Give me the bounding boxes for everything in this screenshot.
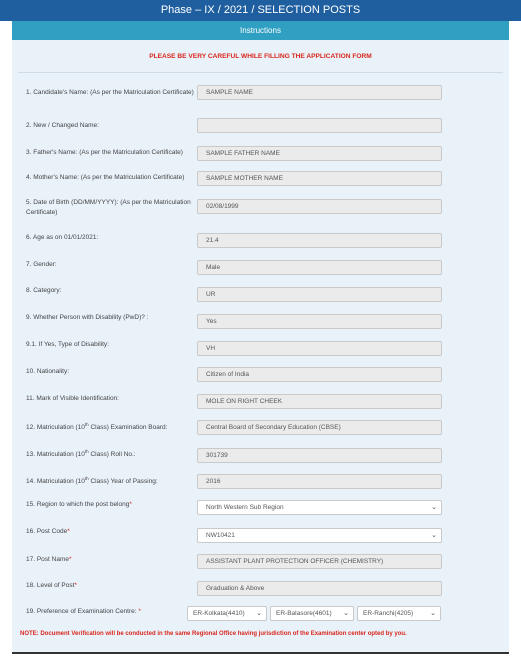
region-select[interactable] [197,500,442,515]
label-sup: th [84,422,89,427]
label-text: 18. Level of Post [26,582,75,589]
label-text: Class) Roll No.: [88,451,136,459]
label-post-level [26,581,196,591]
mother-name-field[interactable]: SAMPLE MOTHER NAME [197,171,442,186]
exam-centre-select-1[interactable] [187,606,267,621]
page-header: Phase – IX / 2021 / SELECTION POSTS [0,0,521,21]
label-year-of-passing [26,474,196,487]
label-post-name [26,555,196,565]
divider [18,72,503,73]
chevron-down-icon: ⌄ [343,610,349,617]
roll-no-field[interactable]: 301739 [197,448,442,463]
father-name-field[interactable]: SAMPLE FATHER NAME [197,146,442,161]
instructions-bar[interactable]: Instructions [12,21,509,40]
label-identification-mark: 11. Mark of Visible Identification: [26,395,119,402]
label-new-name: 2. New / Changed Name: [26,122,99,129]
bottom-divider [12,652,509,654]
verification-note: NOTE: Document Verification will be conducted in the same Regional Office having jurisdiction of the Examination center opted by you. [20,631,407,637]
post-code-selected-value: NW10421 [206,532,235,539]
year-of-passing-field[interactable]: 2016 [197,474,442,489]
label-sup: th [84,476,89,481]
label-text: 16. Post Code [26,528,68,535]
label-pwd: 9. Whether Person with Disability (PwD)? : [26,314,149,321]
label-father-name: 3. Father's Name: (As per the Matriculation Certificate) [26,149,183,156]
nationality-field[interactable]: Citizen of India [197,367,442,382]
required-asterisk: * [129,501,132,508]
label-category: 8. Category: [26,287,62,294]
label-dob: 5. Date of Birth (DD/MM/YYYY): (As per the Matriculation Certificate) [26,199,191,216]
label-text: Class) Year of Passing: [88,478,158,486]
label-exam-centre [26,607,196,617]
label-exam-board [26,420,196,433]
label-text: 15. Region to which the post belong [26,501,130,508]
pwd-field[interactable]: Yes [197,314,442,329]
centre-2-value: ER-Balasore(4601) [276,610,332,617]
label-candidate-name: 1. Candidate's Name: (As per the Matriculation Certificate) [26,89,194,96]
disability-type-field[interactable]: VH [197,341,442,356]
exam-centre-select-3[interactable] [357,606,441,621]
label-text: 14. Matriculation (10 [26,478,85,486]
chevron-down-icon: ⌄ [430,610,436,617]
chevron-down-icon: ⌄ [256,610,262,617]
required-asterisk: * [74,582,77,589]
centre-3-value: ER-Ranchi(4205) [363,610,414,617]
application-form-panel [12,40,509,652]
label-disability-type: 9.1. If Yes, Type of Disability: [26,341,109,348]
exam-centre-select-2[interactable] [270,606,354,621]
chevron-down-icon: ⌄ [431,532,437,539]
label-region [26,500,196,510]
label-text: Class) Examination Board: [88,424,168,432]
label-gender: 7. Gender: [26,261,57,268]
category-field[interactable]: UR [197,287,442,302]
dob-field[interactable]: 02/08/1999 [197,199,442,214]
label-text: 19. Preference of Examination Centre: [26,608,139,615]
chevron-down-icon: ⌄ [431,504,437,511]
label-post-code [26,527,196,537]
warning-text: PLEASE BE VERY CAREFUL WHILE FILLING THE APPLICATION FORM [149,53,372,60]
label-nationality: 10. Nationality: [26,368,69,375]
label-text: 13. Matriculation (10 [26,451,85,459]
label-text: 17. Post Name [26,556,69,563]
gender-field[interactable]: Male [197,260,442,275]
identification-mark-field[interactable]: MOLE ON RIGHT CHEEK [197,394,442,409]
new-name-field[interactable] [197,118,442,133]
centre-1-value: ER-Kolkata(4410) [193,610,245,617]
required-asterisk: * [67,528,70,535]
required-asterisk: * [138,608,141,615]
post-name-field[interactable]: ASSISTANT PLANT PROTECTION OFFICER (CHEMISTRY) [197,554,442,569]
post-code-select[interactable] [197,528,442,543]
post-level-field[interactable]: Graduation & Above [197,581,442,596]
region-selected-value: North Western Sub Region [206,504,284,511]
required-asterisk: * [69,556,72,563]
exam-board-field[interactable]: Central Board of Secondary Education (CBSE) [197,420,442,435]
label-age: 6. Age as on 01/01/2021: [26,234,99,241]
label-roll-no [26,447,196,460]
candidate-name-field[interactable]: SAMPLE NAME [197,85,442,100]
age-field[interactable]: 21.4 [197,233,442,248]
label-sup: th [84,449,89,454]
label-text: 12. Matriculation (10 [26,424,85,432]
label-mother-name: 4. Mother's Name: (As per the Matriculation Certificate) [26,174,185,181]
